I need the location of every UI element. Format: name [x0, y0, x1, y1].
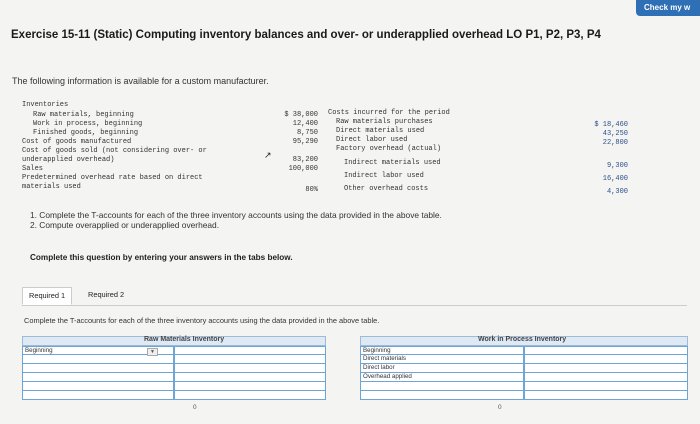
sub-instruction: Complete the T-accounts for each of the three inventory accounts using the data provided in the above table.: [24, 316, 380, 325]
wip-row-5[interactable]: [360, 382, 524, 391]
right-item-label: Direct labor used: [336, 136, 408, 144]
chevron-down-icon[interactable]: ▼: [147, 348, 158, 356]
raw-materials-total: 0: [193, 404, 197, 411]
wip-row-direct-materials[interactable]: Direct materials: [360, 355, 524, 364]
instruction-2: 2. Compute overapplied or underapplied overhead.: [30, 220, 220, 230]
wip-row-overhead-applied[interactable]: Overhead applied: [360, 373, 524, 382]
intro-text: The following information is available for a custom manufacturer.: [12, 76, 269, 86]
left-item-label: Finished goods, beginning: [33, 129, 139, 137]
left-item-value: 83,200: [292, 156, 318, 164]
right-item-label: Direct materials used: [336, 127, 425, 135]
raw-materials-title: Raw Materials Inventory: [144, 336, 225, 343]
cursor-pointer-icon: ↗: [264, 150, 272, 160]
check-my-work-button[interactable]: Check my w: [636, 0, 700, 16]
tab-bar: [22, 287, 687, 306]
left-item-label: Work in process, beginning: [33, 120, 143, 128]
raw-materials-row-6[interactable]: [22, 391, 174, 400]
wip-row-6[interactable]: [360, 391, 524, 400]
left-item-label: Cost of goods manufactured: [22, 138, 132, 146]
complete-question-text: Complete this question by entering your answers in the tabs below.: [30, 253, 293, 262]
left-item-value: $ 38,000: [284, 111, 318, 119]
left-item-label: Cost of goods sold (not considering over- or: [22, 147, 207, 155]
page-title: Exercise 15-11 (Static) Computing inventory balances and over- or underapplied overhead LO P1, P2, P3, P4: [11, 29, 601, 41]
wip-row-beginning[interactable]: Beginning: [360, 346, 524, 355]
costs-heading: Costs incurred for the period: [328, 109, 450, 117]
raw-materials-credit-row-5[interactable]: [174, 382, 326, 391]
wip-title: Work in Process Inventory: [478, 336, 567, 343]
tab-required-2[interactable]: Required 2: [88, 290, 125, 299]
wip-credit-row-2[interactable]: [524, 355, 688, 364]
left-item-value: 95,290: [292, 138, 318, 146]
instructions: [30, 210, 442, 230]
raw-materials-t-account: [22, 346, 326, 416]
wip-credit-row-5[interactable]: [524, 382, 688, 391]
raw-materials-credit-row-3[interactable]: [174, 364, 326, 373]
left-item-value: 8,750: [296, 129, 318, 137]
wip-credit-row-6[interactable]: [524, 391, 688, 400]
instruction-1: 1. Complete the T-accounts for each of the three inventory accounts using the data provided in the above table.: [30, 210, 442, 220]
left-item-label: Predetermined overhead rate based on direct: [22, 174, 203, 182]
wip-credit-row-3[interactable]: [524, 364, 688, 373]
right-item-value: 43,250: [602, 130, 628, 138]
right-item-value: 9,300: [606, 162, 628, 170]
raw-materials-row-5[interactable]: [22, 382, 174, 391]
left-item-label: Raw materials, beginning: [33, 111, 134, 119]
right-item-value: 4,300: [606, 188, 628, 196]
right-item-label: Other overhead costs: [344, 185, 429, 193]
wip-credit-row-1[interactable]: [524, 346, 688, 355]
wip-row-direct-labor[interactable]: Direct labor: [360, 364, 524, 373]
left-item-value: 12,400: [292, 120, 318, 128]
right-item-value: 22,800: [602, 139, 628, 147]
wip-t-account: [360, 346, 688, 416]
right-item-label: Indirect labor used: [344, 172, 424, 180]
raw-materials-row-3[interactable]: [22, 364, 174, 373]
left-item-value: 80%: [305, 186, 318, 194]
raw-materials-credit-row-6[interactable]: [174, 391, 326, 400]
raw-materials-row-1[interactable]: Beginning: [22, 346, 174, 355]
wip-credit-row-4[interactable]: [524, 373, 688, 382]
raw-materials-credit-row-2[interactable]: [174, 355, 326, 364]
right-item-value: 16,400: [602, 175, 628, 183]
wip-total: 0: [498, 404, 502, 411]
right-item-value: $ 18,460: [594, 121, 628, 129]
raw-materials-credit-row-4[interactable]: [174, 373, 326, 382]
left-item-label: Sales: [22, 165, 44, 173]
inventories-heading: Inventories: [22, 101, 69, 109]
right-item-label: Indirect materials used: [344, 159, 441, 167]
left-item-label: materials used: [22, 183, 81, 191]
left-item-label: underapplied overhead): [22, 156, 115, 164]
right-item-label: Raw materials purchases: [336, 118, 433, 126]
tab-required-1[interactable]: Required 1: [22, 287, 72, 305]
raw-materials-credit-row-1[interactable]: [174, 346, 326, 355]
left-item-value: 100,000: [288, 165, 318, 173]
right-item-label: Factory overhead (actual): [336, 145, 442, 153]
raw-materials-row-2[interactable]: [22, 355, 174, 364]
raw-materials-row-4[interactable]: [22, 373, 174, 382]
